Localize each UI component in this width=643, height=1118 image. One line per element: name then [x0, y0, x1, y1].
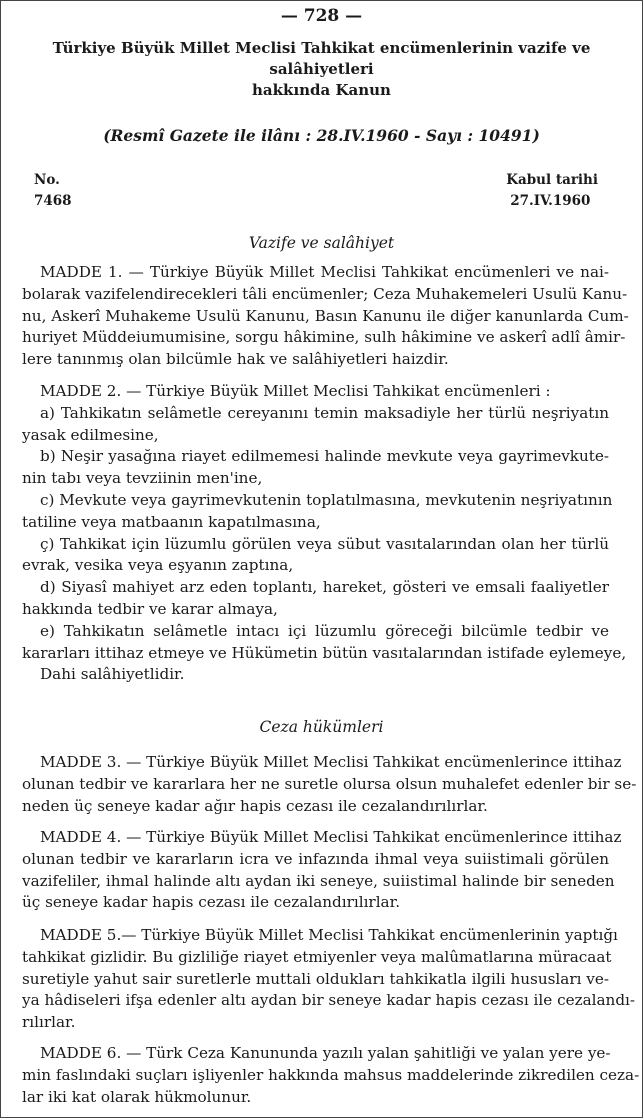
- acceptance-value: 27.IV.1960: [510, 193, 591, 209]
- article-line: MADDE 3. — Türkiye Büyük Millet Meclisi Tahkikat encümenlerince ittihaz: [40, 753, 622, 771]
- article-line: MADDE 5.— Türkiye Büyük Millet Meclisi Tahkikat encümenlerinin yaptığı: [40, 926, 618, 944]
- article-line: kararları ittihaz etmeye ve Hükümetin bütün vasıtalarından istifade eylemeye,: [22, 643, 627, 662]
- article-line: d) Siyasî mahiyet arz eden toplantı, hareket, gösteri ve emsali faaliyetler: [40, 578, 609, 597]
- article-1: [22, 262, 629, 371]
- article-line: lar iki kat olarak hükmolunur.: [22, 1087, 252, 1106]
- article-line: ç) Tahkikat için lüzumlu görülen veya sübut vasıtalarından olan her türlü: [40, 534, 609, 553]
- article-line: MADDE 6. — Türk Ceza Kanununda yazılı yalan şahitliği ve yalan yere ye-: [40, 1044, 611, 1062]
- article-4: [22, 827, 622, 914]
- article-line: evrak, vesika veya eşyanın zaptına,: [22, 556, 294, 575]
- page-number: — 728 —: [280, 6, 363, 26]
- article-line: tatiline veya matbaanın kapatılmasına,: [22, 512, 321, 531]
- article-line: rılırlar.: [22, 1013, 76, 1032]
- article-line: hakkında tedbir ve karar almaya,: [22, 599, 278, 618]
- article-line: Dahi salâhiyetlidir.: [40, 665, 185, 684]
- article-line: olunan tedbir ve kararlara her ne suretle olursa olsun muhalefet edenler bir se-: [22, 774, 637, 793]
- title-line: Türkiye Büyük Millet Meclisi Tahkikat encümenlerinin vazife ve salâhiyetleri: [52, 39, 591, 78]
- article-line: vazifeliler, ihmal halinde altı aydan iki seneye, suiistimal halinde bir seneden: [22, 871, 615, 890]
- article-line: ya hâdiseleri ifşa edenler altı aydan bir seneye kadar hapis cezası ile cezalandı-: [22, 991, 636, 1010]
- article-line: nu, Askerî Muhakeme Usulü Kanunu, Basın Kanunu ile diğer kanunlarda Cum-: [22, 306, 629, 325]
- article-line: tahkikat gizlidir. Bu gizliliğe riayet etmiyenler veya malûmatlarına müracaat: [22, 947, 612, 966]
- article-line: c) Mevkute veya gayrimevkutenin toplatılmasına, mevkutenin neşriyatının: [40, 490, 613, 509]
- acceptance-label: Kabul tarihi: [506, 172, 598, 188]
- section-heading-penalties: Ceza hükümleri: [259, 718, 384, 736]
- article-2: [22, 381, 627, 686]
- article-line: olunan tedbir ve kararların icra ve infazında ihmal veya suiistimali görülen: [22, 849, 609, 868]
- article-6: [22, 1043, 640, 1108]
- article-line: min faslındaki suçları işliyenler hakkında mahsus maddelerinde zikredilen ceza-: [22, 1065, 640, 1084]
- article-line: a) Tahkikatın selâmetle cereyanını temin maksadiyle her türlü neşriyatın: [40, 403, 609, 422]
- article-line: üç seneye kadar hapis cezası ile cezalandırılırlar.: [22, 893, 401, 912]
- article-line: MADDE 2. — Türkiye Büyük Millet Meclisi Tahkikat encümenleri :: [40, 382, 551, 400]
- law-number-value: 7468: [34, 193, 72, 209]
- law-number: [34, 170, 72, 212]
- acceptance-date: [506, 170, 598, 212]
- law-number-label: No.: [34, 172, 60, 188]
- article-line: bolarak vazifelendirecekleri tâli encümenler; Ceza Muhakemeleri Usulü Kanu-: [22, 284, 628, 303]
- article-line: yasak edilmesine,: [22, 425, 159, 444]
- article-line: b) Neşir yasağına riayet edilmemesi halinde mevkute veya gayrimevkute-: [40, 447, 609, 466]
- article-line: e) Tahkikatın selâmetle intacı içi lüzumlu göreceği bilcümle tedbir ve: [40, 621, 609, 640]
- title-line: hakkında Kanun: [252, 81, 391, 99]
- article-3: [22, 752, 637, 817]
- article-line: MADDE 1. — Türkiye Büyük Millet Meclisi Tahkikat encümenleri ve nai-: [40, 263, 609, 281]
- law-title: [20, 38, 623, 101]
- article-line: huriyet Müddeiumumisine, sorgu hâkimine, sulh hâkimine ve askerî adlî âmir-: [22, 328, 626, 347]
- section-heading-duties: Vazife ve salâhiyet: [248, 234, 395, 252]
- article-line: neden üç seneye kadar ağır hapis cezası ile cezalandırılırlar.: [22, 796, 488, 815]
- article-line: MADDE 4. — Türkiye Büyük Millet Meclisi Tahkikat encümenlerince ittihaz: [40, 828, 622, 846]
- article-line: suretiyle yahut sair suretlerle muttali oldukları tahkikatla ilgili hususları ve-: [22, 969, 609, 988]
- article-line: nin tabı veya tevziinin men'ine,: [22, 469, 263, 488]
- gazette-reference: (Resmî Gazete ile ilânı : 28.IV.1960 - Sayı : 10491): [103, 126, 540, 145]
- article-line: lere tanınmış olan bilcümle hak ve salâhiyetleri haizdir.: [22, 350, 449, 369]
- article-5: [22, 925, 636, 1034]
